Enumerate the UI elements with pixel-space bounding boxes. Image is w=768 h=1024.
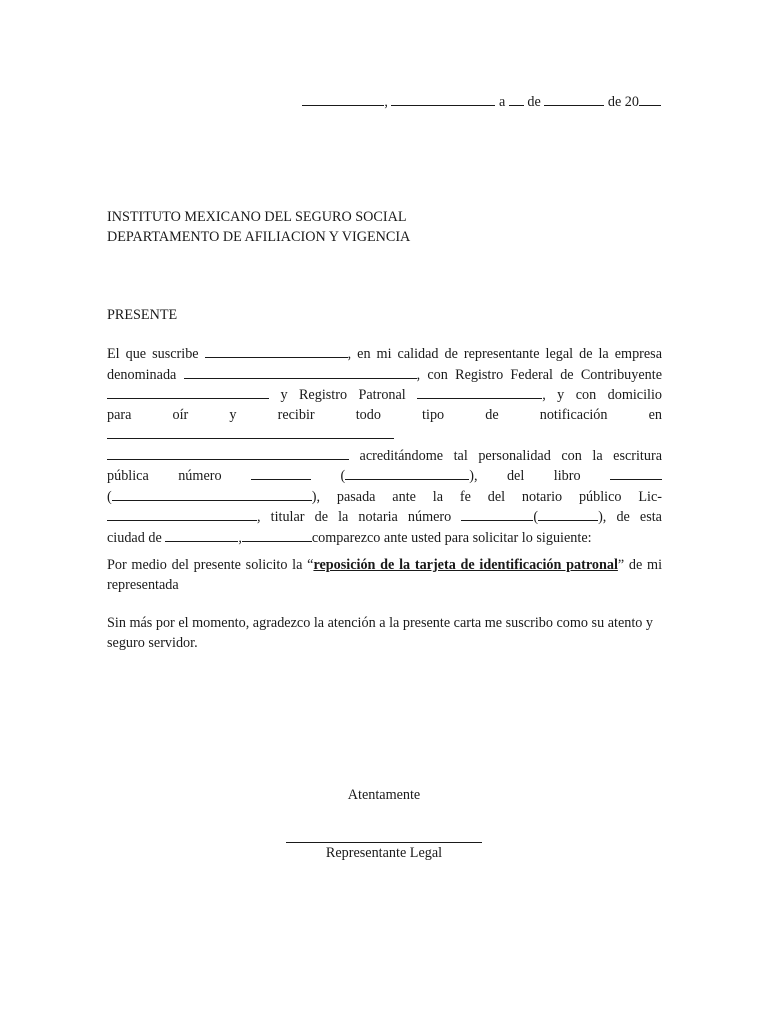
text-titular-notaria: , titular de la notaria número <box>257 509 452 525</box>
text-domicilio: , y con domicilio <box>542 387 663 403</box>
text-acreditandome: acreditándome tal personalidad con la escritura <box>359 447 662 464</box>
book-number-blank[interactable] <box>610 466 662 480</box>
date-sep: , <box>384 94 388 110</box>
signer-name-blank[interactable] <box>205 344 348 358</box>
paren-open-2: ( <box>107 488 112 505</box>
address-blank-2[interactable] <box>107 446 349 460</box>
request-title: reposición de la tarjeta de identificación patronal <box>313 557 618 573</box>
signature-label: Representante Legal <box>325 845 443 861</box>
body1-line-6 <box>107 446 662 467</box>
text-por-medio: Por medio del presente solicito la “ <box>107 557 314 573</box>
comma: , <box>238 529 242 546</box>
body1-line-4: para oír y recibir todo tipo de notificación en <box>107 406 662 423</box>
closing-atentamente: Atentamente <box>347 787 421 803</box>
body1-line-1 <box>107 344 662 365</box>
addressee-header <box>107 208 662 247</box>
body1-line-9 <box>107 507 662 528</box>
body1-line-2 <box>107 365 662 386</box>
rfc-blank[interactable] <box>107 385 269 399</box>
paren-open-3: ( <box>533 509 539 525</box>
text-registro-patronal: y Registro Patronal <box>280 387 406 403</box>
text-denominada: denominada <box>107 366 177 383</box>
text-comparezco: comparezco ante usted para solicitar lo siguiente: <box>311 529 592 546</box>
state-blank-2[interactable] <box>242 528 312 542</box>
body1-line-10 <box>107 528 662 549</box>
date-de: de <box>527 94 541 110</box>
body-paragraph-1 <box>107 344 662 548</box>
registro-patronal-blank[interactable] <box>417 385 542 399</box>
year-blank[interactable] <box>639 92 661 106</box>
city-blank[interactable] <box>302 92 384 106</box>
body-paragraph-2 <box>107 556 662 595</box>
city-blank-2[interactable] <box>165 528 238 542</box>
salutation: PRESENTE <box>107 307 178 323</box>
company-name-blank[interactable] <box>184 365 417 379</box>
date-year-prefix: de 20 <box>607 94 639 110</box>
deed-number-words-blank[interactable] <box>345 466 469 480</box>
text-de-esta: ), de esta <box>598 509 662 525</box>
text-publica-numero: pública número <box>107 468 222 484</box>
day-blank[interactable] <box>509 92 524 106</box>
paren-open: ( <box>340 468 346 484</box>
body-paragraph-3: Sin más por el momento, agradezco la atención a la presente carta me suscribo como su atento y seguro servidor. <box>107 615 654 651</box>
text-del-libro: ), del libro <box>469 468 581 484</box>
text-mi-representada: ” de mi representada <box>107 557 663 593</box>
date-line <box>302 92 661 111</box>
date-a: a <box>498 94 506 110</box>
body1-line-7 <box>107 466 662 487</box>
department-name: DEPARTAMENTO DE AFILIACION Y VIGENCIA <box>107 228 411 245</box>
body1-line-8 <box>107 487 662 508</box>
text-el-que-suscribe: El que suscribe <box>107 346 199 362</box>
address-blank[interactable] <box>107 425 394 439</box>
body1-line-5 <box>107 425 662 446</box>
state-blank[interactable] <box>391 92 495 106</box>
month-blank[interactable] <box>544 92 604 106</box>
notary-number-blank[interactable] <box>461 507 533 521</box>
text-ciudad-de: ciudad de <box>107 529 162 546</box>
notary-name-blank[interactable] <box>107 507 257 521</box>
deed-number-blank[interactable] <box>251 466 311 480</box>
text-rfc: , con Registro Federal de Contribuyente <box>416 366 663 383</box>
body1-line-3 <box>107 385 662 406</box>
notary-number-words-blank[interactable] <box>538 507 598 521</box>
book-number-words-blank[interactable] <box>112 487 312 501</box>
institute-name: INSTITUTO MEXICANO DEL SEGURO SOCIAL <box>107 209 407 225</box>
signature-line[interactable] <box>286 842 482 843</box>
text-calidad: , en mi calidad de representante legal de la empresa <box>347 346 663 362</box>
text-notario-publico: ), pasada ante la fe del notario público Lic- <box>311 488 662 505</box>
